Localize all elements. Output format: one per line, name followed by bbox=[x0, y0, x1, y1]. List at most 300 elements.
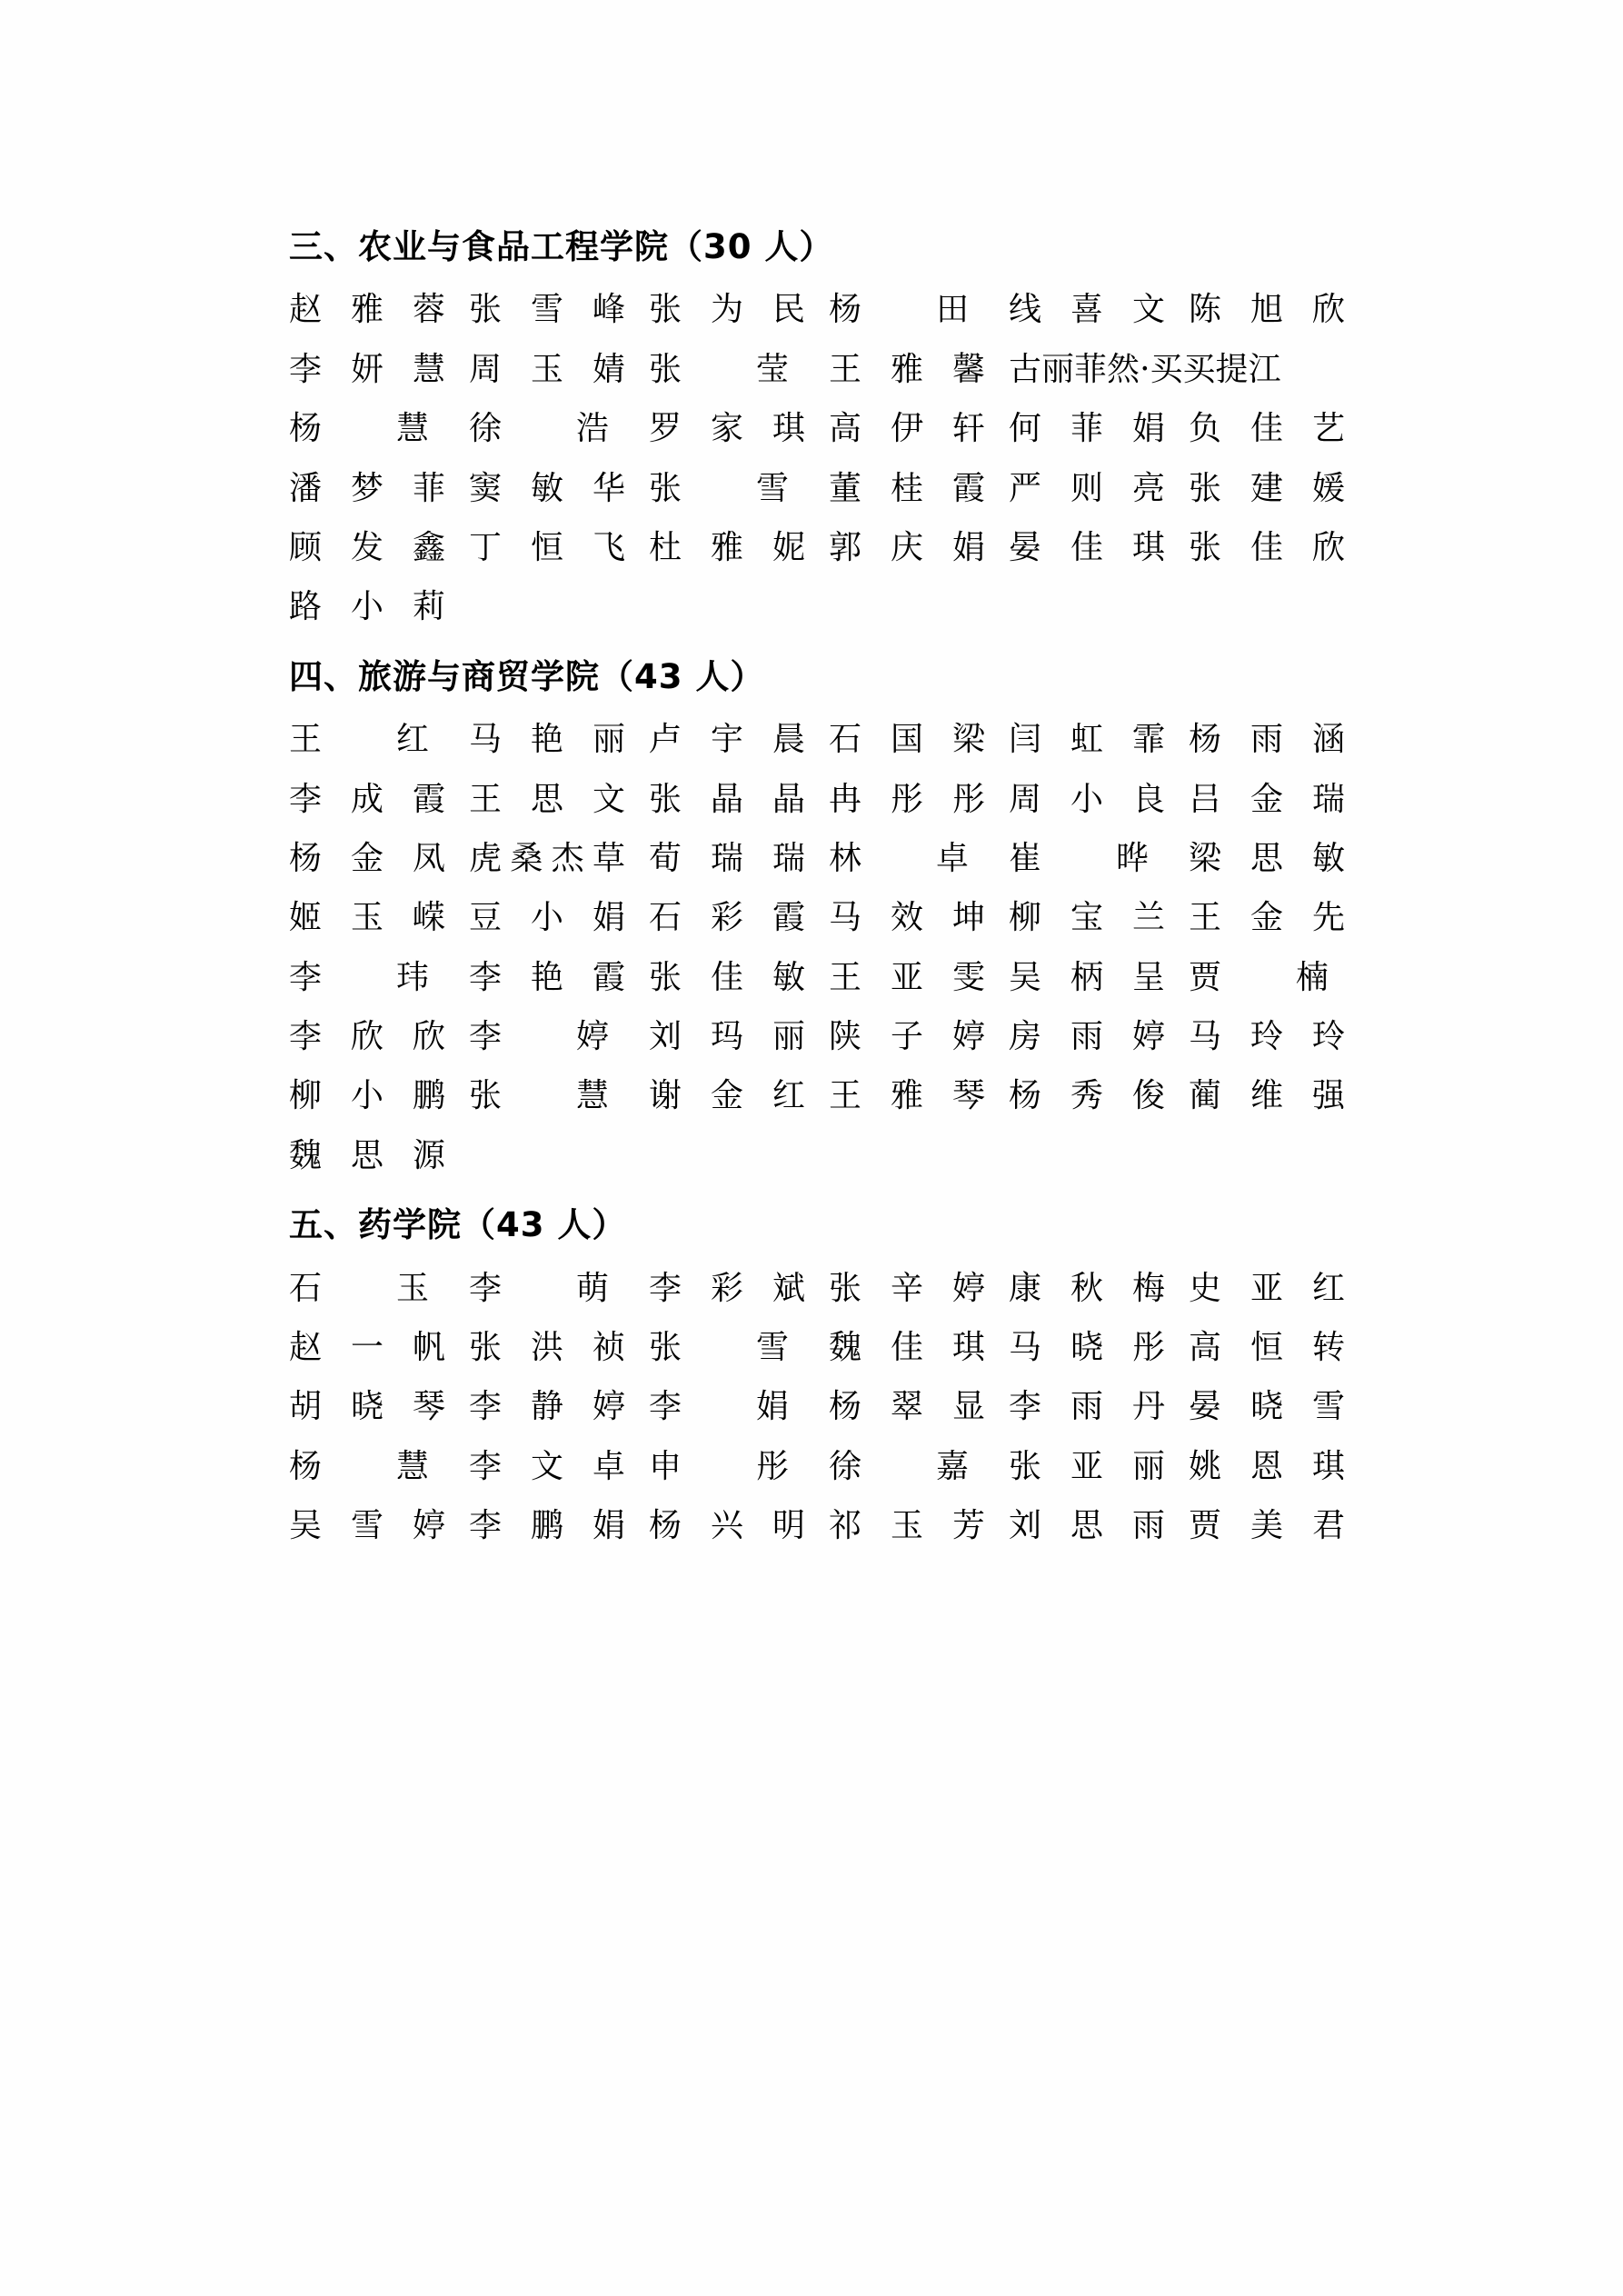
person-name bbox=[289, 1329, 469, 1366]
name-char: 杨 bbox=[829, 1388, 862, 1426]
name-char: 王 bbox=[1189, 899, 1222, 937]
name-char: 洪 bbox=[530, 1329, 563, 1367]
person-name bbox=[1189, 721, 1369, 758]
name-char: 桑 bbox=[510, 839, 543, 877]
name-char: 民 bbox=[772, 291, 805, 329]
person-name bbox=[1189, 959, 1369, 996]
name-char: 伊 bbox=[890, 410, 923, 448]
name-char: 兴 bbox=[710, 1507, 743, 1545]
name-char: 旭 bbox=[1250, 291, 1283, 329]
person-name bbox=[829, 470, 1009, 507]
person-name bbox=[649, 1448, 829, 1485]
name-char: 虹 bbox=[1070, 721, 1103, 759]
name-char: 琪 bbox=[951, 1329, 985, 1367]
person-name bbox=[289, 1448, 469, 1485]
name-char: 鑫 bbox=[412, 528, 445, 566]
name-char: 晶 bbox=[772, 780, 805, 818]
person-name bbox=[829, 781, 1009, 818]
name-char: 董 bbox=[829, 469, 862, 507]
name-char: 鹏 bbox=[530, 1507, 563, 1545]
name-char: 杜 bbox=[649, 528, 682, 566]
person-name bbox=[829, 529, 1009, 566]
name-char: 高 bbox=[829, 410, 862, 448]
name-char: 线 bbox=[1009, 291, 1042, 329]
name-char: 萌 bbox=[575, 1269, 609, 1307]
name-char: 张 bbox=[649, 469, 682, 507]
name-char: 芳 bbox=[951, 1507, 985, 1545]
name-char: 婷 bbox=[951, 1269, 985, 1307]
name-char: 然 bbox=[1107, 350, 1140, 388]
person-name bbox=[1009, 470, 1189, 507]
name-char: 婷 bbox=[951, 1018, 985, 1056]
name-char: 罗 bbox=[649, 410, 682, 448]
name-char: 刘 bbox=[649, 1018, 682, 1056]
name-char: 刘 bbox=[1009, 1507, 1042, 1545]
person-name bbox=[1189, 840, 1369, 877]
name-char: 莹 bbox=[755, 350, 789, 388]
name-char: 冉 bbox=[829, 780, 862, 818]
name-char: 卓 bbox=[592, 1447, 625, 1485]
name-char: 楠 bbox=[1295, 958, 1329, 996]
person-name bbox=[1009, 1270, 1189, 1307]
name-char: 石 bbox=[289, 1269, 323, 1307]
name-char: 兰 bbox=[1131, 899, 1165, 937]
name-char: 亮 bbox=[1131, 469, 1165, 507]
name-char: 雪 bbox=[755, 1329, 789, 1367]
name-char: 陕 bbox=[829, 1018, 862, 1056]
name-char: 石 bbox=[829, 721, 862, 759]
name-char: 李 bbox=[289, 350, 323, 388]
name-char: 玛 bbox=[710, 1018, 743, 1056]
name-char: 李 bbox=[649, 1388, 682, 1426]
name-char: 雅 bbox=[890, 1077, 923, 1115]
person-name bbox=[469, 351, 649, 388]
name-char: 琪 bbox=[1311, 1447, 1345, 1485]
name-char: 潘 bbox=[289, 469, 323, 507]
name-char: 康 bbox=[1009, 1269, 1042, 1307]
name-char: 魏 bbox=[829, 1329, 862, 1367]
name-char: 建 bbox=[1250, 469, 1283, 507]
person-name bbox=[829, 959, 1009, 996]
name-char: 晔 bbox=[1115, 839, 1149, 877]
name-char: 李 bbox=[469, 958, 503, 996]
name-char: 为 bbox=[710, 291, 743, 329]
person-name bbox=[649, 1270, 829, 1307]
person-name bbox=[289, 1018, 469, 1055]
name-char: 徐 bbox=[469, 410, 503, 448]
person-name bbox=[289, 1388, 469, 1425]
name-char: 张 bbox=[469, 1329, 503, 1367]
person-name bbox=[1009, 1077, 1189, 1114]
name-char: 浩 bbox=[575, 410, 609, 448]
name-char: 林 bbox=[829, 839, 862, 877]
name-char: 家 bbox=[710, 410, 743, 448]
name-char: 婧 bbox=[592, 350, 625, 388]
name-char: 蓉 bbox=[412, 291, 445, 329]
name-char: 喜 bbox=[1070, 291, 1103, 329]
section-heading: 三、农业与食品工程学院（30 人） bbox=[289, 227, 834, 266]
person-name bbox=[469, 1329, 649, 1366]
person-name bbox=[469, 1018, 649, 1055]
name-char: 思 bbox=[1250, 839, 1283, 877]
name-char: 玲 bbox=[1250, 1018, 1283, 1056]
name-char: 买 bbox=[1150, 350, 1183, 388]
name-char: 欣 bbox=[1311, 528, 1345, 566]
person-name bbox=[469, 1077, 649, 1114]
name-char: 张 bbox=[649, 1329, 682, 1367]
name-char: 莉 bbox=[412, 588, 445, 626]
name-char: 红 bbox=[772, 1077, 805, 1115]
name-char: 馨 bbox=[951, 350, 985, 388]
name-char: 恒 bbox=[530, 528, 563, 566]
person-name bbox=[289, 1077, 469, 1114]
name-row bbox=[289, 529, 1432, 566]
name-char: 张 bbox=[649, 350, 682, 388]
person-name bbox=[1009, 840, 1189, 877]
name-char: 斌 bbox=[772, 1269, 805, 1307]
name-char: 佳 bbox=[890, 1329, 923, 1367]
name-char: 杨 bbox=[289, 839, 323, 877]
name-char: 彤 bbox=[951, 780, 985, 818]
name-char: 涵 bbox=[1311, 721, 1345, 759]
name-char: 杨 bbox=[829, 291, 862, 329]
name-char: 瑞 bbox=[772, 839, 805, 877]
name-char: 马 bbox=[469, 721, 503, 759]
person-name bbox=[289, 291, 469, 328]
person-name bbox=[649, 1329, 829, 1366]
person-name bbox=[1009, 899, 1189, 936]
person-name bbox=[469, 721, 649, 758]
name-char: 王 bbox=[829, 350, 862, 388]
name-char: 雪 bbox=[755, 469, 789, 507]
name-char: 飞 bbox=[592, 528, 625, 566]
person-name bbox=[1009, 721, 1189, 758]
person-name bbox=[1189, 291, 1369, 328]
name-char: 欣 bbox=[350, 1018, 383, 1056]
person-name bbox=[649, 1018, 829, 1055]
name-row bbox=[289, 1448, 1432, 1485]
name-char: 琪 bbox=[772, 410, 805, 448]
name-char: 国 bbox=[890, 721, 923, 759]
person-name bbox=[1009, 1507, 1189, 1544]
name-char: 妮 bbox=[772, 528, 805, 566]
name-char: 荀 bbox=[649, 839, 682, 877]
name-char: 杨 bbox=[1189, 721, 1222, 759]
name-char: 敏 bbox=[530, 469, 563, 507]
name-char: 梁 bbox=[1189, 839, 1222, 877]
name-char: 亚 bbox=[1070, 1447, 1103, 1485]
name-char: 婷 bbox=[1131, 1018, 1165, 1056]
name-row bbox=[289, 291, 1432, 328]
name-char: 思 bbox=[1070, 1507, 1103, 1545]
name-char: 姚 bbox=[1189, 1447, 1222, 1485]
person-name bbox=[649, 529, 829, 566]
person-name bbox=[649, 410, 829, 447]
person-name bbox=[1189, 1388, 1369, 1425]
person-name bbox=[1189, 1329, 1369, 1366]
person-name bbox=[829, 1270, 1009, 1307]
name-char: 娟 bbox=[592, 899, 625, 937]
name-char: 魏 bbox=[289, 1136, 323, 1174]
name-row bbox=[289, 899, 1432, 936]
name-char: 田 bbox=[935, 291, 969, 329]
name-char: 彤 bbox=[755, 1447, 789, 1485]
name-char: 雨 bbox=[1131, 1507, 1165, 1545]
person-name bbox=[469, 1270, 649, 1307]
name-char: 张 bbox=[1009, 1447, 1042, 1485]
person-name bbox=[829, 1077, 1009, 1114]
person-name bbox=[649, 1077, 829, 1114]
name-char: 张 bbox=[649, 291, 682, 329]
name-char: 雨 bbox=[1070, 1018, 1103, 1056]
name-char: 小 bbox=[350, 588, 383, 626]
person-name bbox=[469, 1388, 649, 1425]
name-char: 玉 bbox=[890, 1507, 923, 1545]
person-name bbox=[829, 351, 1009, 388]
name-row bbox=[289, 1329, 1432, 1366]
name-char: 梦 bbox=[350, 469, 383, 507]
name-char: 佳 bbox=[1070, 528, 1103, 566]
name-char: 金 bbox=[710, 1077, 743, 1115]
name-char: 婷 bbox=[575, 1018, 609, 1056]
name-char: 俊 bbox=[1131, 1077, 1165, 1115]
person-name bbox=[289, 588, 469, 625]
person-name bbox=[829, 410, 1009, 447]
name-char: 崔 bbox=[1009, 839, 1042, 877]
name-char: 先 bbox=[1311, 899, 1345, 937]
name-char: 金 bbox=[1250, 780, 1283, 818]
name-char: 李 bbox=[289, 780, 323, 818]
person-name bbox=[1009, 959, 1189, 996]
name-char: 菲 bbox=[1074, 350, 1108, 388]
person-name bbox=[1009, 1448, 1189, 1485]
name-char: 张 bbox=[469, 291, 503, 329]
name-char: 买 bbox=[1182, 350, 1216, 388]
person-name bbox=[469, 959, 649, 996]
person-name bbox=[829, 291, 1009, 328]
name-char: 娟 bbox=[755, 1388, 789, 1426]
name-char: 雨 bbox=[1250, 721, 1283, 759]
name-char: 闫 bbox=[1009, 721, 1042, 759]
name-char: 李 bbox=[469, 1269, 503, 1307]
person-name bbox=[649, 470, 829, 507]
name-char: 维 bbox=[1250, 1077, 1283, 1115]
name-char: 艳 bbox=[530, 958, 563, 996]
name-char: 赵 bbox=[289, 1329, 323, 1367]
name-char: 彩 bbox=[710, 899, 743, 937]
person-name bbox=[1189, 781, 1369, 818]
name-char: 慧 bbox=[575, 1077, 609, 1115]
name-char: 晨 bbox=[772, 721, 805, 759]
name-char: 玉 bbox=[350, 899, 383, 937]
name-char: 红 bbox=[395, 721, 429, 759]
name-char: 鹏 bbox=[412, 1077, 445, 1115]
name-char: 卓 bbox=[935, 839, 969, 877]
name-char: 嘉 bbox=[935, 1447, 969, 1485]
name-char: 轩 bbox=[951, 410, 985, 448]
name-char: 强 bbox=[1311, 1077, 1345, 1115]
name-char: 文 bbox=[592, 780, 625, 818]
name-row bbox=[289, 781, 1432, 818]
name-char: 霞 bbox=[772, 899, 805, 937]
name-char: 玉 bbox=[395, 1269, 429, 1307]
name-char: 李 bbox=[469, 1018, 503, 1056]
name-char: 思 bbox=[350, 1136, 383, 1174]
name-char: 玲 bbox=[1311, 1018, 1345, 1056]
person-name bbox=[1189, 1507, 1369, 1544]
name-char: 秀 bbox=[1070, 1077, 1103, 1115]
name-char: 路 bbox=[289, 588, 323, 626]
name-char: 峰 bbox=[592, 291, 625, 329]
name-char: 琴 bbox=[951, 1077, 985, 1115]
name-char: 窦 bbox=[469, 469, 503, 507]
name-char: 凤 bbox=[412, 839, 445, 877]
name-char: 艳 bbox=[530, 721, 563, 759]
name-char: 小 bbox=[1070, 780, 1103, 818]
name-char: 欣 bbox=[412, 1018, 445, 1056]
name-row bbox=[289, 1077, 1432, 1114]
name-row bbox=[289, 351, 1432, 388]
name-char: 良 bbox=[1131, 780, 1165, 818]
name-char: 桂 bbox=[890, 469, 923, 507]
person-name bbox=[649, 781, 829, 818]
person-name bbox=[469, 529, 649, 566]
name-row bbox=[289, 721, 1432, 758]
name-char: 转 bbox=[1311, 1329, 1345, 1367]
name-char: 嵘 bbox=[412, 899, 445, 937]
name-char: 雅 bbox=[890, 350, 923, 388]
name-char: 柳 bbox=[289, 1077, 323, 1115]
name-char: 王 bbox=[829, 958, 862, 996]
name-char: 草 bbox=[592, 839, 625, 877]
name-row bbox=[289, 470, 1432, 507]
person-name bbox=[289, 470, 469, 507]
person-name bbox=[469, 1507, 649, 1544]
name-char: 房 bbox=[1009, 1018, 1042, 1056]
name-char: 石 bbox=[649, 899, 682, 937]
name-char: 祁 bbox=[829, 1507, 862, 1545]
name-char: 梁 bbox=[951, 721, 985, 759]
name-char: 丽 bbox=[1041, 350, 1075, 388]
name-char: 丹 bbox=[1131, 1388, 1165, 1426]
person-name bbox=[289, 1270, 469, 1307]
name-char: 庆 bbox=[890, 528, 923, 566]
name-char: 彤 bbox=[890, 780, 923, 818]
name-char: 王 bbox=[829, 1077, 862, 1115]
name-char: 呈 bbox=[1131, 958, 1165, 996]
name-char: 菲 bbox=[1070, 410, 1103, 448]
name-char: 丁 bbox=[469, 528, 503, 566]
person-name bbox=[649, 291, 829, 328]
person-name bbox=[649, 899, 829, 936]
name-char: 负 bbox=[1189, 410, 1222, 448]
name-char: 恩 bbox=[1250, 1447, 1283, 1485]
name-char: 小 bbox=[530, 899, 563, 937]
name-char: 李 bbox=[469, 1447, 503, 1485]
name-char: 张 bbox=[469, 1077, 503, 1115]
name-char: 古 bbox=[1009, 350, 1042, 388]
name-char: 申 bbox=[649, 1447, 682, 1485]
name-char: 晏 bbox=[1009, 528, 1042, 566]
name-char: 梅 bbox=[1131, 1269, 1165, 1307]
person-name bbox=[1189, 410, 1369, 447]
person-name bbox=[1009, 291, 1189, 328]
name-char: 敏 bbox=[772, 958, 805, 996]
name-char: 慧 bbox=[412, 350, 445, 388]
name-char: 谢 bbox=[649, 1077, 682, 1115]
name-char: 思 bbox=[530, 780, 563, 818]
name-char: 李 bbox=[289, 958, 323, 996]
document-section bbox=[289, 227, 1432, 626]
name-row bbox=[289, 588, 1432, 625]
name-char: 恒 bbox=[1250, 1329, 1283, 1367]
person-name bbox=[289, 1137, 469, 1174]
name-char: 马 bbox=[829, 899, 862, 937]
person-name bbox=[1189, 529, 1369, 566]
name-char: 一 bbox=[350, 1329, 383, 1367]
name-char: 婷 bbox=[412, 1507, 445, 1545]
document-section bbox=[289, 1205, 1432, 1544]
person-name bbox=[649, 721, 829, 758]
name-char: 李 bbox=[469, 1507, 503, 1545]
person-name bbox=[469, 840, 649, 877]
name-char: 晏 bbox=[1189, 1388, 1222, 1426]
name-char: 金 bbox=[1250, 899, 1283, 937]
name-char: 郭 bbox=[829, 528, 862, 566]
name-char: 丽 bbox=[592, 721, 625, 759]
name-char: 晶 bbox=[710, 780, 743, 818]
name-row bbox=[289, 959, 1432, 996]
name-char: 玮 bbox=[395, 958, 429, 996]
person-name bbox=[829, 1507, 1009, 1544]
name-char: 贾 bbox=[1189, 958, 1222, 996]
name-char: 李 bbox=[289, 1018, 323, 1056]
name-char: 霞 bbox=[412, 780, 445, 818]
name-char: 提 bbox=[1215, 350, 1249, 388]
name-char: 瑞 bbox=[1311, 780, 1345, 818]
name-row bbox=[289, 1137, 1432, 1174]
name-char: 张 bbox=[649, 780, 682, 818]
person-name bbox=[289, 840, 469, 877]
person-name bbox=[829, 721, 1009, 758]
name-char: 马 bbox=[1009, 1329, 1042, 1367]
name-char: 马 bbox=[1189, 1018, 1222, 1056]
name-char: 文 bbox=[530, 1447, 563, 1485]
name-char: 敏 bbox=[1311, 839, 1345, 877]
person-name bbox=[1009, 1388, 1189, 1425]
person-name bbox=[829, 1018, 1009, 1055]
name-char: 佳 bbox=[1250, 410, 1283, 448]
name-char: 虎 bbox=[469, 839, 503, 877]
person-name bbox=[469, 470, 649, 507]
name-char: 吴 bbox=[289, 1507, 323, 1545]
person-name bbox=[469, 899, 649, 936]
name-row bbox=[289, 1507, 1432, 1544]
name-char: 琴 bbox=[412, 1388, 445, 1426]
name-row bbox=[289, 410, 1432, 447]
person-name bbox=[829, 1448, 1009, 1485]
name-char: 娟 bbox=[1131, 410, 1165, 448]
name-char: 帆 bbox=[412, 1329, 445, 1367]
name-char: 史 bbox=[1189, 1269, 1222, 1307]
name-char: 婷 bbox=[592, 1388, 625, 1426]
name-char: 显 bbox=[951, 1388, 985, 1426]
person-name bbox=[289, 410, 469, 447]
name-row bbox=[289, 1388, 1432, 1425]
name-char: 明 bbox=[772, 1507, 805, 1545]
person-name bbox=[1009, 351, 1281, 388]
name-char: 徐 bbox=[829, 1447, 862, 1485]
